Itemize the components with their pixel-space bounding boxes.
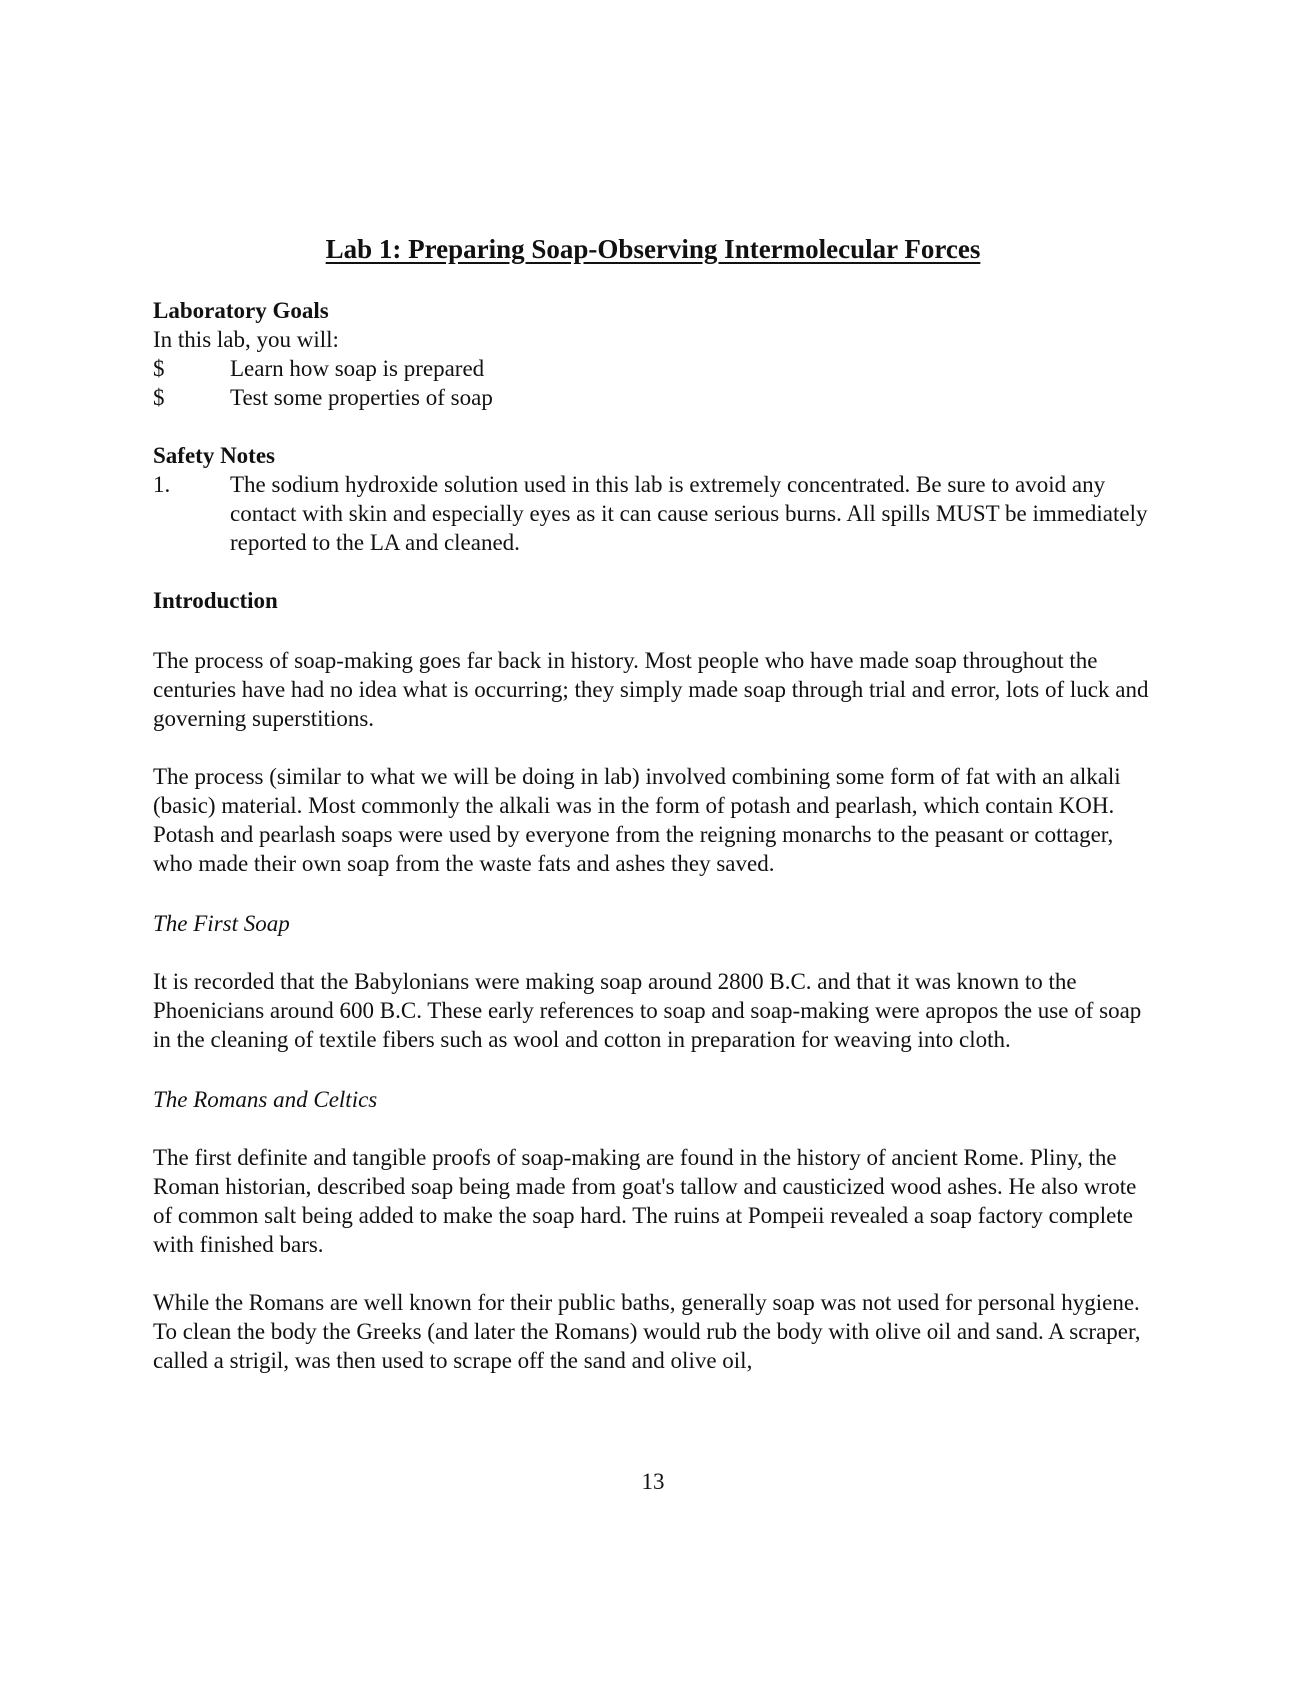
goal-item	[153, 354, 1153, 383]
introduction-heading: Introduction	[153, 588, 278, 613]
goals-heading: Laboratory Goals	[153, 298, 329, 323]
romans-paragraph: While the Romans are well known for their public baths, generally soap was not used for personal hygiene. To clean the body the Greeks (and later the Romans) would rub the body with olive oil and sand. A scraper, called a strigil, was then used to scrape off the sand and olive oil,	[153, 1290, 1141, 1373]
goal-item	[153, 383, 1153, 412]
first-soap-heading: The First Soap	[153, 911, 290, 936]
bullet-symbol: $	[153, 356, 165, 381]
bullet-symbol: $	[153, 385, 165, 410]
safety-item-text: The sodium hydroxide solution used in this lab is extremely concentrated. Be sure to avoid any contact with skin and especially eyes as it can cause serious burns. All spills MUST be immediately reported to the LA and cleaned.	[230, 472, 1148, 555]
page-number: 13	[641, 1469, 665, 1494]
goal-item-text: Learn how soap is prepared	[230, 356, 485, 381]
page-title: Lab 1: Preparing Soap-Observing Intermolecular Forces	[325, 234, 981, 264]
romans-paragraph: The first definite and tangible proofs of soap-making are found in the history of ancient Rome. Pliny, the Roman historian, described soap being made from goat's tallow and causticized wood ashes. He also wrote of common salt being added to make the soap hard. The ruins at Pompeii revealed a soap factory complete with finished bars.	[153, 1145, 1137, 1257]
goals-intro: In this lab, you will:	[153, 327, 339, 352]
safety-heading: Safety Notes	[153, 443, 275, 468]
safety-item-number: 1.	[153, 472, 171, 497]
introduction-paragraph: The process of soap-making goes far back in history. Most people who have made soap throughout the centuries have had no idea what is occurring; they simply made soap through trial and error, lots of luck and governing superstitions.	[153, 648, 1149, 731]
goal-item-text: Test some properties of soap	[230, 385, 493, 410]
romans-heading: The Romans and Celtics	[153, 1087, 378, 1112]
first-soap-paragraph: It is recorded that the Babylonians were making soap around 2800 B.C. and that it was known to the Phoenicians around 600 B.C. These early references to soap and soap-making were apropos the use of soap in the cleaning of textile fibers such as wool and cotton in preparation for weaving into cloth.	[153, 969, 1142, 1052]
introduction-paragraph: The process (similar to what we will be doing in lab) involved combining some form of fat with an alkali (basic) material. Most commonly the alkali was in the form of potash and pearlash, which contain KOH. Potash and pearlash soaps were used by everyone from the reigning monarchs to the peasant or cottager, who made their own soap from the waste fats and ashes they saved.	[153, 764, 1121, 876]
document-body	[153, 296, 1153, 1375]
safety-item	[153, 470, 1153, 557]
